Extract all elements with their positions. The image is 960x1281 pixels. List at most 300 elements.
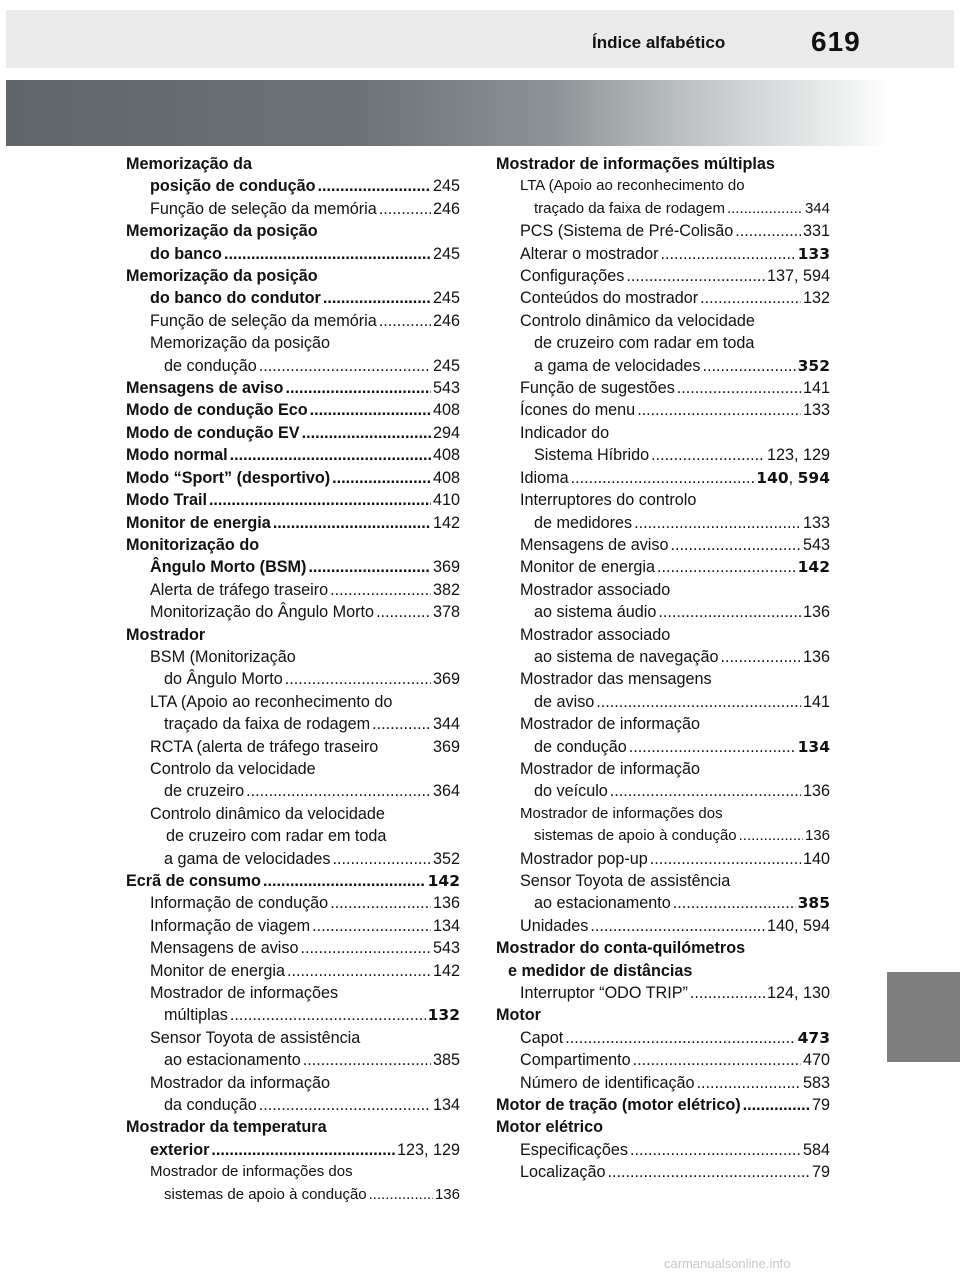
page-ref: 543 — [432, 379, 460, 398]
page-ref: 141 — [802, 379, 830, 398]
index-entry — [496, 713, 830, 735]
dot-leader — [273, 512, 431, 534]
entry-term: do Ângulo Morto — [164, 670, 283, 689]
entry-term: ao sistema de navegação — [534, 647, 719, 666]
index-entry — [496, 377, 830, 399]
page-ref: 294 — [432, 423, 460, 442]
entry-term: Motor elétrico — [496, 1118, 604, 1137]
page-ref: 364 — [432, 782, 460, 801]
dot-leader — [259, 355, 431, 377]
dot-leader — [303, 1049, 431, 1071]
page-ref: 369 — [432, 558, 460, 577]
index-entry — [126, 601, 460, 623]
index-entry — [496, 1116, 830, 1138]
index-entry — [496, 803, 830, 825]
index-entry — [126, 332, 460, 354]
index-entry — [496, 848, 830, 870]
page-ref: 142 — [432, 961, 460, 980]
entry-term: Modo “Sport” (desportivo) — [126, 468, 331, 487]
index-entry — [126, 1116, 460, 1138]
entry-term: exterior — [150, 1140, 210, 1159]
entry-term: Mensagens de aviso — [520, 535, 669, 554]
index-entry — [126, 422, 460, 444]
entry-term: Mostrador — [126, 625, 206, 644]
dot-leader — [287, 960, 431, 982]
dot-leader — [673, 892, 796, 914]
dot-leader — [285, 668, 431, 690]
index-entry — [126, 960, 460, 982]
entry-term: ao sistema áudio — [534, 603, 657, 622]
entry-term: Mostrador pop-up — [520, 849, 648, 868]
dot-leader — [658, 601, 801, 623]
index-entry — [496, 534, 830, 556]
page-ref: 132 — [802, 289, 830, 308]
dot-leader — [224, 243, 431, 265]
index-entry — [496, 736, 830, 758]
index-entry — [126, 713, 460, 735]
entry-term: LTA (Apoio ao reconhecimento do — [520, 177, 745, 195]
index-entry — [126, 310, 460, 332]
entry-term: Função de seleção da memória — [150, 311, 377, 330]
dot-leader — [700, 287, 801, 309]
index-entry — [496, 915, 830, 937]
index-entry — [126, 556, 460, 578]
index-entry — [126, 1004, 460, 1026]
dot-leader — [651, 444, 765, 466]
entry-term: traçado da faixa de rodagem — [164, 715, 371, 734]
index-entry — [126, 1049, 460, 1071]
dot-leader — [650, 848, 801, 870]
index-entry — [496, 287, 830, 309]
page-ref: 344 — [804, 199, 830, 217]
index-entry — [496, 220, 830, 242]
entry-term: Função de sugestões — [520, 379, 675, 398]
entry-term: Mostrador de informações dos — [150, 1163, 353, 1181]
index-entry — [126, 377, 460, 399]
entry-term: e medidor de distâncias — [508, 961, 693, 980]
page-ref: 136 — [802, 782, 830, 801]
page-ref: 408 — [432, 468, 460, 487]
index-entry — [496, 399, 830, 421]
page-ref: 246 — [432, 199, 460, 218]
page-ref: 142 — [432, 513, 460, 532]
index-entry — [126, 982, 460, 1004]
page-ref: 385 — [797, 894, 830, 913]
entry-term: Monitor de energia — [150, 961, 285, 980]
index-entry — [126, 1072, 460, 1094]
page-ref: 133 — [802, 513, 830, 532]
index-entry — [126, 1184, 460, 1206]
page-ref: 133 — [797, 244, 830, 263]
page-ref: 408 — [432, 401, 460, 420]
index-entry — [496, 310, 830, 332]
index-entry — [496, 579, 830, 601]
entry-term: da condução — [164, 1096, 257, 1115]
entry-term: de medidores — [534, 513, 633, 532]
dot-leader — [633, 1049, 801, 1071]
index-entry — [126, 534, 460, 556]
entry-term: Memorização da posição — [126, 267, 318, 286]
page-ref: 136 — [802, 647, 830, 666]
dot-leader — [670, 534, 801, 556]
entry-term: Ícones do menu — [520, 401, 636, 420]
dot-leader — [312, 915, 431, 937]
chapter-tab — [887, 972, 960, 1062]
index-entry — [126, 198, 460, 220]
index-column-right — [496, 153, 830, 1184]
entry-term: do banco do condutor — [150, 289, 321, 308]
dot-leader — [608, 1161, 810, 1183]
page-ref: 124, 130 — [766, 984, 830, 1003]
index-entry — [126, 646, 460, 668]
dot-leader — [332, 467, 431, 489]
index-column-left — [126, 153, 460, 1206]
index-entry — [496, 467, 830, 489]
entry-term: Compartimento — [520, 1051, 631, 1070]
dot-leader — [690, 982, 765, 1004]
dot-leader — [727, 198, 803, 220]
entry-term: Capot — [520, 1028, 564, 1047]
page-ref: 245 — [432, 177, 460, 196]
entry-term: PCS (Sistema de Pré-Colisão — [520, 222, 734, 241]
page-ref: 245 — [432, 244, 460, 263]
page-ref: 470 — [802, 1051, 830, 1070]
index-entry — [126, 915, 460, 937]
page-ref: 473 — [797, 1028, 830, 1047]
index-entry — [496, 960, 830, 982]
entry-term: Indicador do — [520, 423, 610, 442]
entry-term: Motor — [496, 1006, 541, 1025]
entry-term: Mostrador de informações — [150, 984, 339, 1003]
entry-term: do veículo — [534, 782, 608, 801]
entry-term: Informação de condução — [150, 894, 329, 913]
index-entry — [126, 892, 460, 914]
index-entry — [126, 758, 460, 780]
page-ref: 140, 594 — [766, 916, 830, 935]
page-ref: 382 — [432, 580, 460, 599]
index-entry — [126, 399, 460, 421]
page-ref: 140, 594 — [756, 468, 830, 487]
page-ref: 584 — [802, 1140, 830, 1159]
entry-term: Mostrador do conta-quilómetros — [496, 939, 746, 958]
entry-term: de aviso — [534, 692, 595, 711]
index-entry — [126, 512, 460, 534]
index-entry — [126, 265, 460, 287]
entry-term: traçado da faixa de rodagem — [534, 199, 725, 217]
page-ref: 245 — [432, 289, 460, 308]
entry-term: Configurações — [520, 267, 625, 286]
index-entry — [496, 668, 830, 690]
dot-leader — [332, 848, 431, 870]
entry-term: Função de seleção da memória — [150, 199, 377, 218]
index-entry — [496, 937, 830, 959]
page-ref: 344 — [432, 715, 460, 734]
dot-leader — [310, 399, 431, 421]
index-entry — [126, 825, 460, 847]
entry-term: múltiplas — [164, 1006, 228, 1025]
dot-leader — [330, 579, 431, 601]
entry-term: Alerta de tráfego traseiro — [150, 580, 329, 599]
dot-leader — [372, 713, 431, 735]
index-entry — [126, 489, 460, 511]
page-ref: 132 — [427, 1006, 460, 1025]
entry-term: Controlo dinâmico da velocidade — [150, 804, 385, 823]
entry-term: Mostrador associado — [520, 580, 671, 599]
index-entry — [496, 489, 830, 511]
page-ref: 385 — [432, 1051, 460, 1070]
dot-leader — [369, 1184, 433, 1206]
index-entry — [126, 736, 460, 758]
index-entry — [496, 1004, 830, 1026]
dot-leader — [661, 243, 796, 265]
page-ref: 410 — [432, 491, 460, 510]
entry-term: Localização — [520, 1163, 606, 1182]
page-ref: 352 — [432, 849, 460, 868]
entry-term: Modo de condução Eco — [126, 401, 308, 420]
index-entry — [496, 1094, 830, 1116]
entry-term: a gama de velocidades — [164, 849, 331, 868]
page-ref: 134 — [432, 916, 460, 935]
dot-leader — [376, 601, 431, 623]
index-entry — [126, 1139, 460, 1161]
index-entry — [496, 691, 830, 713]
index-entry — [496, 198, 830, 220]
index-entry — [496, 265, 830, 287]
page-ref: 133 — [802, 401, 830, 420]
page-ref: 352 — [797, 356, 830, 375]
page-ref: 136 — [802, 603, 830, 622]
index-entry — [496, 1049, 830, 1071]
dot-leader — [735, 220, 801, 242]
page-ref: 137, 594 — [766, 267, 830, 286]
entry-term: Alterar o mostrador — [520, 244, 659, 263]
entry-term: Mostrador da informação — [150, 1073, 330, 1092]
section-title: Índice alfabético — [592, 33, 726, 52]
page-ref: 136 — [804, 827, 830, 845]
dot-leader — [677, 377, 801, 399]
entry-term: Monitorização do Ângulo Morto — [150, 603, 375, 622]
entry-term: Sensor Toyota de assistência — [520, 872, 731, 890]
index-entry — [126, 467, 460, 489]
index-entry — [496, 1139, 830, 1161]
page-ref: 543 — [802, 535, 830, 554]
dot-leader — [565, 1027, 795, 1049]
entry-term: posição de condução — [150, 177, 316, 196]
page-ref: 79 — [811, 1096, 830, 1115]
entry-term: Monitorização do — [126, 535, 260, 554]
entry-term: Monitor de energia — [126, 513, 271, 532]
index-entry — [496, 646, 830, 668]
page-ref: 123, 129 — [766, 446, 830, 465]
dot-leader — [379, 310, 431, 332]
dot-leader — [657, 556, 796, 578]
page-ref: 246 — [432, 311, 460, 330]
page-ref: 142 — [427, 872, 460, 890]
entry-term: Mostrador de informações dos — [520, 804, 723, 822]
entry-term: de cruzeiro com radar em toda — [534, 334, 755, 353]
index-entry — [496, 624, 830, 646]
dot-leader — [302, 422, 431, 444]
entry-term: de condução — [534, 737, 627, 756]
index-entry — [496, 444, 830, 466]
index-entry — [126, 1161, 460, 1183]
index-entry — [496, 556, 830, 578]
entry-term: Controlo da velocidade — [150, 759, 316, 778]
dot-leader — [610, 780, 801, 802]
entry-term: Informação de viagem — [150, 916, 311, 935]
dot-leader — [318, 175, 431, 197]
index-entry — [126, 1027, 460, 1049]
header-banner — [6, 80, 888, 146]
dot-leader — [739, 825, 803, 847]
index-entry — [496, 243, 830, 265]
dot-leader — [630, 1139, 801, 1161]
index-entry — [126, 444, 460, 466]
entry-term: Sensor Toyota de assistência — [150, 1028, 361, 1047]
dot-leader — [637, 399, 801, 421]
entry-term: Modo normal — [126, 446, 228, 465]
dot-leader — [697, 1072, 801, 1094]
dot-leader — [590, 915, 765, 937]
dot-leader — [379, 198, 431, 220]
index-entry — [126, 624, 460, 646]
index-entry — [126, 803, 460, 825]
entry-term: Motor de tração (motor elétrico) — [496, 1096, 741, 1115]
entry-term: Mensagens de aviso — [126, 379, 284, 398]
index-entry — [496, 1161, 830, 1183]
dot-leader — [300, 937, 431, 959]
entry-term: BSM (Monitorização — [150, 647, 296, 666]
entry-term: Interruptor “ODO TRIP” — [520, 984, 688, 1003]
index-entry — [496, 175, 830, 197]
page-ref: 369 — [432, 670, 460, 689]
entry-term: sistemas de apoio à condução — [164, 1185, 367, 1203]
index-entry — [496, 892, 830, 914]
dot-leader — [230, 1004, 426, 1026]
entry-term: Interruptores do controlo — [520, 491, 697, 510]
entry-term: Ecrã de consumo — [126, 872, 261, 890]
index-entry — [496, 512, 830, 534]
page-ref: 136 — [434, 1185, 460, 1203]
page-ref: 245 — [432, 356, 460, 375]
index-entry — [496, 332, 830, 354]
dot-leader — [720, 646, 801, 668]
index-entry — [126, 1094, 460, 1116]
entry-term: de cruzeiro — [164, 782, 245, 801]
index-entry — [496, 758, 830, 780]
page-ref: 543 — [432, 939, 460, 958]
index-entry — [496, 601, 830, 623]
entry-term: Mostrador de informação — [520, 759, 700, 778]
entry-term: Mostrador de informação — [520, 715, 700, 734]
dot-leader — [285, 377, 431, 399]
index-entry — [126, 937, 460, 959]
index-entry — [126, 579, 460, 601]
entry-term: sistemas de apoio à condução — [534, 827, 737, 845]
entry-term: Especificações — [520, 1140, 628, 1159]
dot-leader — [246, 780, 431, 802]
entry-term: LTA (Apoio ao reconhecimento do — [150, 692, 393, 711]
dot-leader — [571, 467, 755, 489]
entry-term: Controlo dinâmico da velocidade — [520, 311, 755, 330]
entry-term: ao estacionamento — [534, 894, 671, 913]
entry-term: ao estacionamento — [164, 1051, 301, 1070]
entry-term: Modo Trail — [126, 491, 207, 510]
entry-term: Unidades — [520, 916, 589, 935]
index-entry — [126, 691, 460, 713]
index-entry — [126, 870, 460, 892]
entry-term: RCTA (alerta de tráfego traseiro — [150, 737, 379, 756]
index-entry — [496, 825, 830, 847]
dot-leader — [211, 1139, 395, 1161]
page-ref: 136 — [432, 894, 460, 913]
page-ref: 134 — [432, 1096, 460, 1115]
entry-term: do banco — [150, 244, 222, 263]
index-entry — [126, 220, 460, 242]
dot-leader — [308, 556, 431, 578]
index-entry — [496, 153, 830, 175]
index-entry — [126, 175, 460, 197]
entry-term: Modo de condução EV — [126, 423, 300, 442]
page-ref: 142 — [797, 558, 830, 577]
index-entry — [496, 982, 830, 1004]
index-entry — [496, 1027, 830, 1049]
entry-term: Mostrador de informações múltiplas — [496, 155, 775, 173]
page-ref: 378 — [432, 603, 460, 622]
dot-leader — [626, 265, 765, 287]
index-entry — [496, 780, 830, 802]
entry-term: Ângulo Morto (BSM) — [150, 558, 307, 577]
entry-term: Memorização da posição — [126, 222, 318, 241]
entry-term: Mensagens de aviso — [150, 939, 299, 958]
watermark: carmanualsonline.info — [664, 1256, 791, 1271]
page-ref: 331 — [802, 222, 830, 241]
dot-leader — [263, 870, 426, 892]
page-number: 619 — [811, 26, 861, 57]
dot-leader — [259, 1094, 431, 1116]
entry-term: a gama de velocidades — [534, 356, 701, 375]
dot-leader — [230, 444, 431, 466]
page-ref: 408 — [432, 446, 460, 465]
index-entry — [126, 287, 460, 309]
dot-leader — [330, 892, 431, 914]
entry-term: Mostrador da temperatura — [126, 1118, 327, 1137]
index-entry — [126, 355, 460, 377]
entry-term: Número de identificação — [520, 1073, 695, 1092]
dot-leader — [596, 691, 801, 713]
dot-leader — [702, 355, 795, 377]
page-ref: 123, 129 — [396, 1140, 460, 1159]
page-ref: 141 — [802, 692, 830, 711]
index-entry — [496, 422, 830, 444]
entry-term: Conteúdos do mostrador — [520, 289, 699, 308]
page-ref: 140 — [802, 849, 830, 868]
entry-term: Sistema Híbrido — [534, 446, 650, 465]
index-entry — [126, 848, 460, 870]
page-ref: 79 — [811, 1163, 830, 1182]
entry-term: Monitor de energia — [520, 558, 655, 577]
entry-term: Memorização da — [126, 155, 252, 173]
page-ref: 134 — [797, 737, 830, 756]
dot-leader — [209, 489, 431, 511]
entry-term: de condução — [164, 356, 257, 375]
page-ref: 369 — [432, 737, 460, 756]
entry-term: Mostrador das mensagens — [520, 670, 712, 689]
index-entry — [126, 243, 460, 265]
entry-term: de cruzeiro com radar em toda — [166, 827, 387, 846]
dot-leader — [323, 287, 431, 309]
entry-term: Idioma — [520, 468, 569, 487]
